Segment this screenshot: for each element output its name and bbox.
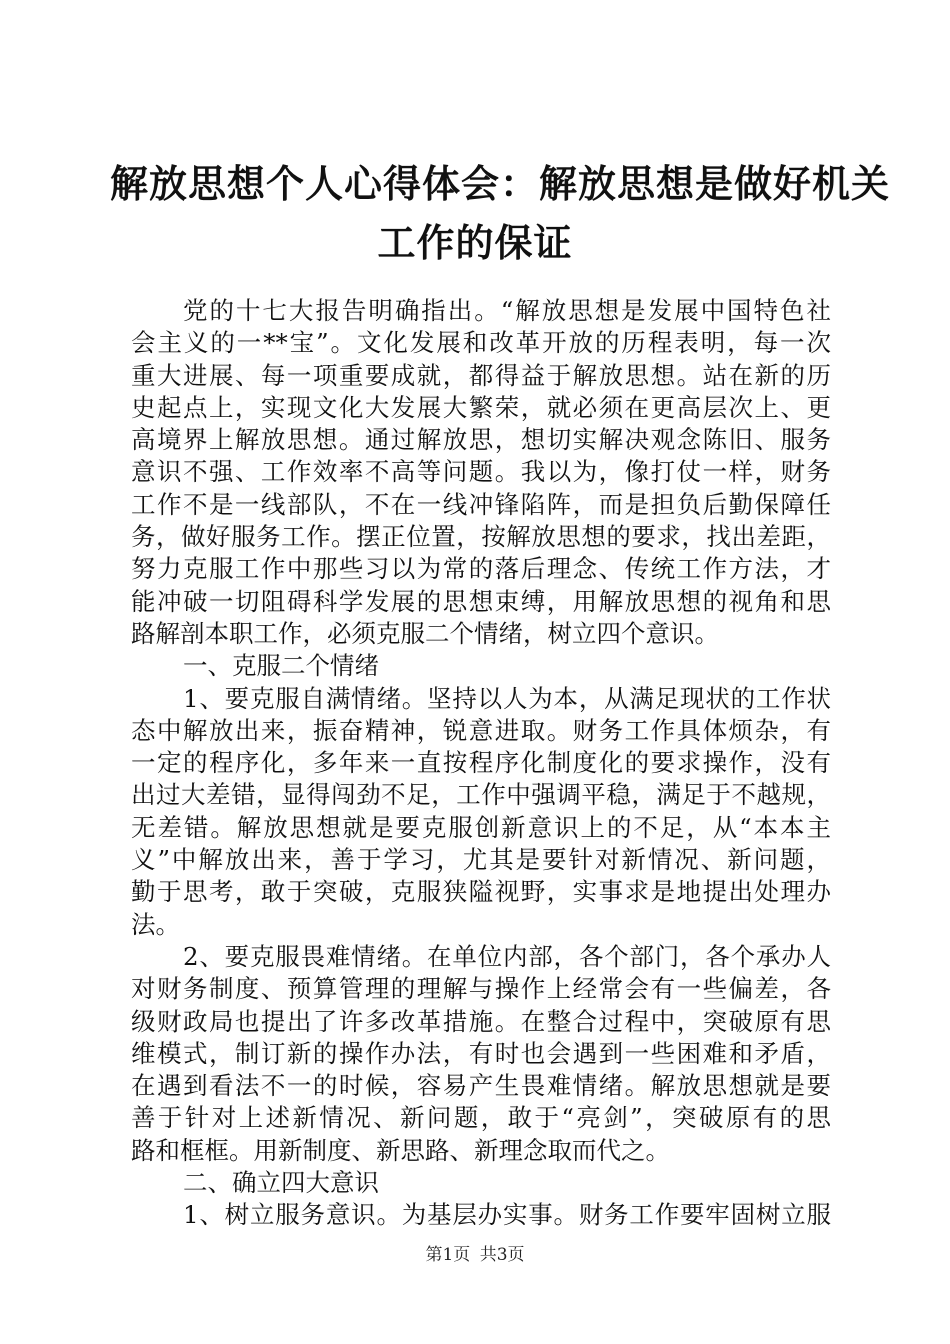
text-line: 无差错。解放思想就是要克服创新意识上的不足，从“本本主	[131, 812, 831, 842]
text-line: 在遇到看法不一的时候，容易产生畏难情绪。解放思想就是要	[131, 1071, 831, 1101]
text-line: 高境界上解放思想。通过解放思，想切实解决观念陈旧、服务	[131, 425, 831, 455]
document-body	[131, 295, 831, 1232]
text-line: 法。	[131, 909, 180, 939]
text-line: 义”中解放出来，善于学习，尤其是要针对新情况、新问题，	[131, 845, 831, 875]
text-line: 善于针对上述新情况、新问题，敢于“亮剑”，突破原有的思	[131, 1103, 831, 1133]
text-line: 态中解放出来，振奋精神，锐意进取。财务工作具体烦杂，有	[131, 715, 831, 745]
text-line: 党的十七大报告明确指出。“解放思想是发展中国特色社	[183, 296, 831, 325]
text-line: 一定的程序化，多年来一直按程序化制度化的要求操作，没有	[131, 748, 831, 778]
page-number: 第1页	[425, 1245, 471, 1265]
text-line: 对财务制度、预算管理的理解与操作上经常会有一些偏差，各	[131, 974, 831, 1004]
text-line: 意识不强、工作效率不高等问题。我以为，像打仗一样，财务	[131, 457, 831, 487]
text-line: 级财政局也提出了许多改革措施。在整合过程中，突破原有思	[131, 1006, 831, 1036]
text-line: 1、树立服务意识。为基层办实事。财务工作要牢固树立服	[183, 1200, 831, 1230]
text-line: 工作不是一线部队，不在一线冲锋陷阵，而是担负后勤保障任	[131, 489, 831, 519]
text-line: 务，做好服务工作。摆正位置，按解放思想的要求，找出差距，	[131, 522, 831, 552]
text-line: 路和框框。用新制度、新思路、新理念取而代之。	[131, 1135, 670, 1165]
text-line: 勤于思考，敢于突破，克服狭隘视野，实事求是地提出处理办	[131, 877, 831, 907]
page-footer	[0, 1245, 950, 1265]
document-title-line-1: 解放思想个人心得体会：解放思想是做好机关	[110, 161, 891, 206]
text-line: 路解剖本职工作，必须克服二个情绪，树立四个意识。	[131, 618, 719, 648]
text-line: 2、要克服畏难情绪。在单位内部，各个部门，各个承办人	[183, 941, 831, 971]
text-line: 会主义的一**宝”。文化发展和改革开放的历程表明，每一次	[131, 328, 831, 358]
section-heading: 一、克服二个情绪	[183, 651, 379, 681]
text-line: 能冲破一切阻碍科学发展的思想束缚，用解放思想的视角和思	[131, 586, 831, 616]
text-line: 维模式，制订新的操作办法，有时也会遇到一些困难和矛盾，	[131, 1038, 831, 1068]
text-line: 1、要克服自满情绪。坚持以人为本，从满足现状的工作状	[183, 683, 831, 713]
text-line: 努力克服工作中那些习以为常的落后理念、传统工作方法，才	[131, 554, 831, 584]
document-title-line-2: 工作的保证	[377, 220, 573, 265]
page-total: 共3页	[479, 1245, 525, 1265]
text-line: 出过大差错，显得闯劲不足，工作中强调平稳，满足于不越规，	[131, 780, 831, 810]
text-line: 重大进展、每一项重要成就，都得益于解放思想。站在新的历	[131, 360, 831, 390]
text-line: 史起点上，实现文化大发展大繁荣，就必须在更高层次上、更	[131, 392, 831, 422]
section-heading: 二、确立四大意识	[183, 1168, 379, 1198]
